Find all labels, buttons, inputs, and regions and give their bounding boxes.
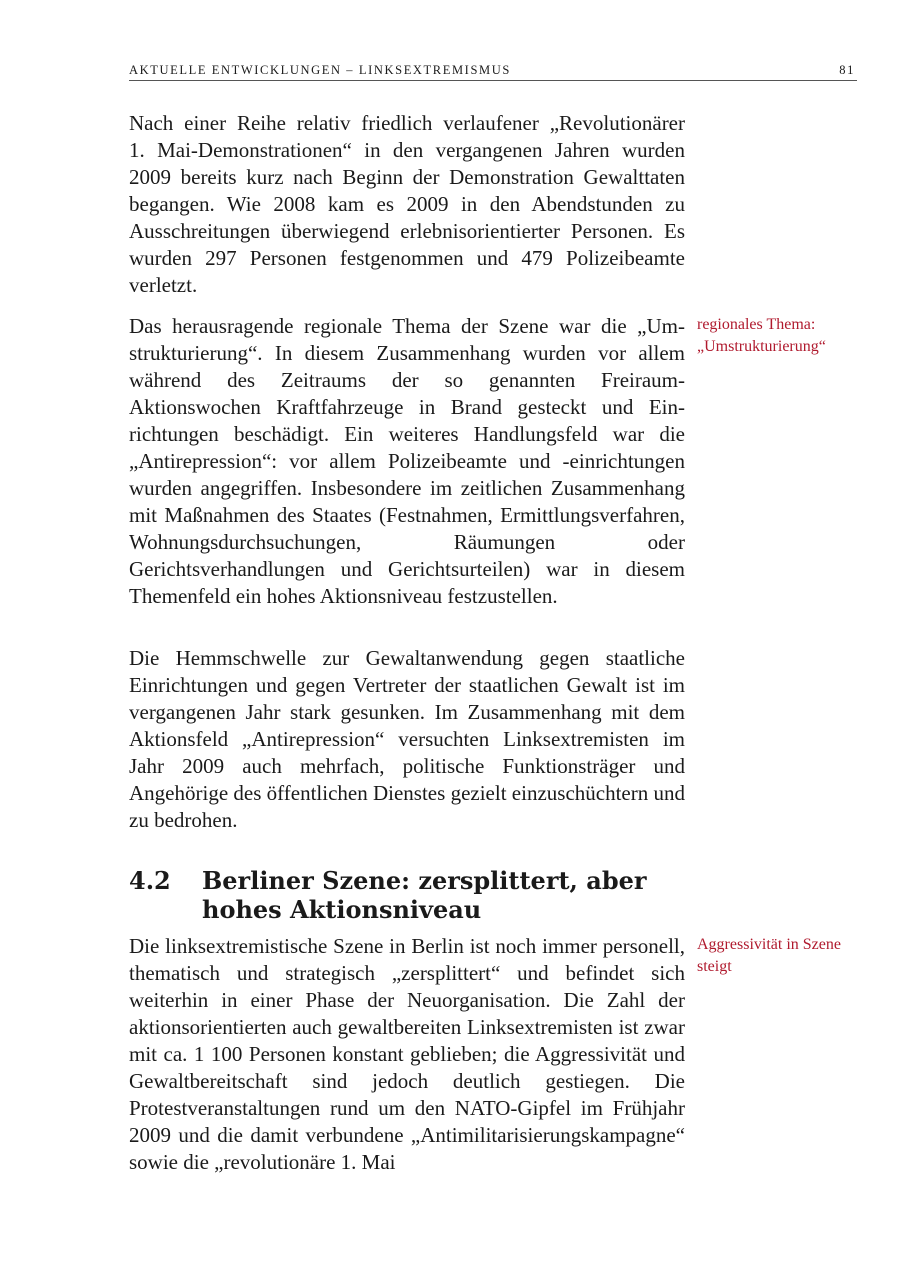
- margin-note-regional-theme: regionales Thema: „Umstrukturierung“: [697, 316, 826, 355]
- paragraph-restructuring: Das herausragende regionale Thema der Szene war die „Umstrukturierung“. In diesem Zusammenhang wurden vor allem während des Zeitraums der so genannten Freiraum-Aktionswochen Kraftfahrzeuge in Brand gesteckt und Einrichtungen beschädigt. Ein weiteres Handlungsfeld war die „Antirepression“: vor allem Polizeibeamte und -einrichtungen wurden angegriffen. Insbesondere im zeitlichen Zusammenhang mit Maßnahmen des Staates (Festnahmen, Ermittlungsverfahren, Wohnungsdurchsuchungen, Räumungen oder Gerichtsverhandlungen und Gerichtsurteilen) war in diesem Themenfeld ein hohes Aktionsniveau festzustellen.: [129, 314, 685, 608]
- paragraph-may-day: Nach einer Reihe relativ friedlich verlaufener „Revolutionärer 1. Mai-Demonstrationen“ in den vergangenen Jahren wurden 2009 bereits kurz nach Beginn der Demonstration Gewalttaten begangen. Wie 2008 kam es 2009 in den Abendstunden zu Ausschreitungen überwiegend erlebnisorientierter Personen. Es wurden 297 Personen festgenommen und 479 Polizeibeamte verletzt.: [129, 111, 685, 297]
- section-number: 4.2: [129, 866, 171, 895]
- paragraph-inhibition: Die Hemmschwelle zur Gewaltanwendung gegen staatliche Einrichtungen und gegen Vertreter der staatlichen Gewalt ist im vergangenen Jahr stark gesunken. Im Zusammenhang mit dem Aktionsfeld „Antirepression“ versuchten Linksextremisten im Jahr 2009 auch mehrfach, politische Funktionsträger und Angehörige des öffentlichen Dienstes gezielt einzuschüchtern und zu bedrohen.: [129, 646, 685, 832]
- running-title: AKTUELLE ENTWICKLUNGEN – LINKSEXTREMISMUS: [129, 63, 511, 77]
- page-number: 81: [839, 63, 855, 77]
- section-title: Berliner Szene: zersplittert, aber hohes Aktionsniveau: [202, 866, 647, 924]
- margin-note-aggression: Aggressivität in Szene steigt: [697, 936, 841, 975]
- paragraph-berlin-scene: Die linksextremistische Szene in Berlin ist noch immer personell, thematisch und strategisch „zersplittert“ und befindet sich weiterhin in einer Phase der Neuorganisation. Die Zahl der aktionsorientierten auch gewaltbereiten Linksextremisten ist zwar mit ca. 1 100 Personen konstant geblieben; die Aggressivität und Gewaltbereitschaft sind jedoch deutlich gestiegen. Die Protestveranstaltungen rund um den NATO-Gipfel im Frühjahr 2009 und die damit verbundene „Antimilitarisierungskampagne“ sowie die „revolutionäre 1. Mai: [129, 934, 685, 1174]
- running-header: [129, 62, 857, 81]
